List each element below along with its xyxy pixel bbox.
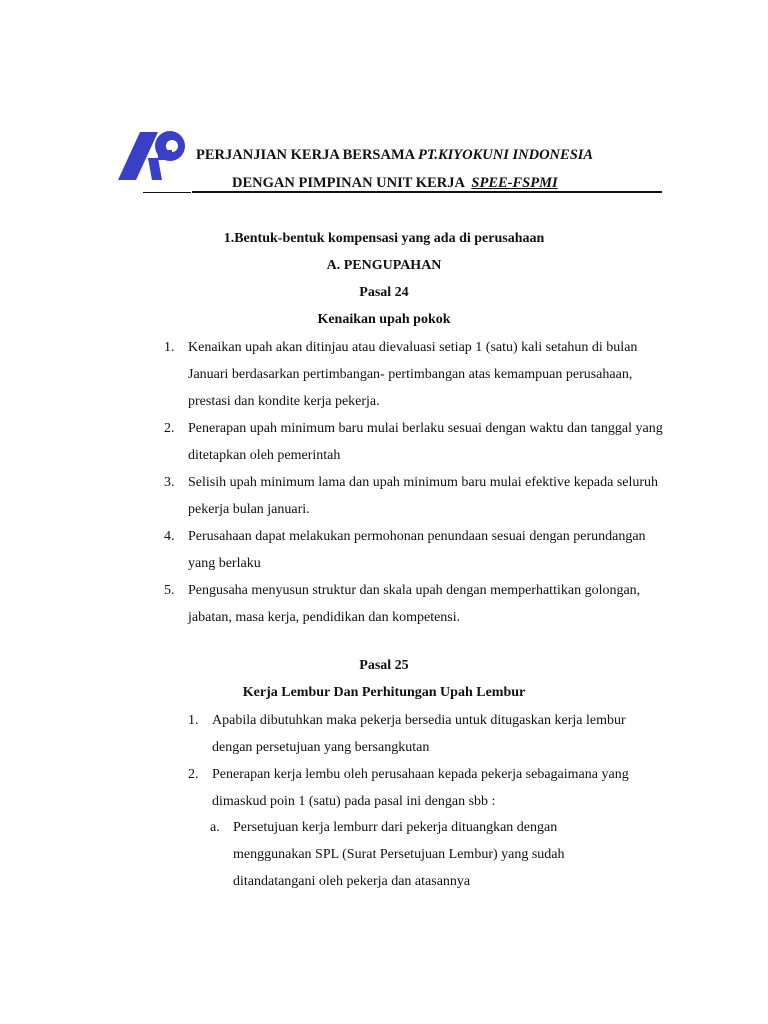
list-item [188, 707, 663, 761]
company-logo [118, 128, 190, 180]
pasal25-title: Pasal 25 [359, 658, 409, 673]
header-rule-right [192, 191, 662, 193]
sublist-item-text: Persetujuan kerja lemburr dari pekerja dituangkan dengan menggunakan SPL (Surat Persetujuan Lembur) yang sudah ditandatangani oleh pekerja dan atasannya [233, 820, 565, 889]
pasal25-list [188, 707, 663, 815]
list-item-number: 5. [164, 583, 175, 598]
pasal24-title: Pasal 24 [359, 285, 409, 300]
header-title-line1 [196, 147, 593, 164]
list-item-number: 3. [164, 475, 175, 490]
list-item [188, 761, 663, 815]
list-item-text: Penerapan upah minimum baru mulai berlaku sesuai dengan waktu dan tanggal yang ditetapkan oleh pemerintah [188, 421, 663, 463]
list-item-text: Apabila dibutuhkan maka pekerja bersedia untuk ditugaskan kerja lembur dengan persetujuan yang bersangkutan [212, 713, 626, 755]
list-item [164, 334, 664, 415]
header-line1-prefix: PERJANJIAN KERJA BERSAMA [196, 147, 418, 163]
list-item-number: 1. [164, 340, 175, 355]
subsection-title: A. PENGUPAHAN [326, 258, 442, 273]
sublist-item [210, 814, 630, 895]
pasal25-sublist [210, 814, 630, 895]
pasal25-heading: Kerja Lembur Dan Perhitungan Upah Lembur [242, 685, 526, 700]
list-item [164, 469, 664, 523]
list-item-text: Kenaikan upah akan ditinjau atau dievaluasi setiap 1 (satu) kali setahun di bulan Januari berdasarkan pertimbangan- pertimbangan atas kemampuan perusahaan, prestasi dan kondite kerja pekerja. [188, 340, 638, 409]
list-item [164, 415, 664, 469]
list-item [164, 577, 664, 631]
header-line2-prefix: DENGAN PIMPINAN UNIT KERJA [232, 175, 472, 191]
pasal24-list [164, 334, 664, 631]
list-item-text: Penerapan kerja lembu oleh perusahaan kepada pekerja sebagaimana yang dimaskud poin 1 (satu) pada pasal ini dengan sbb : [212, 767, 629, 809]
sublist-item-letter: a. [210, 820, 220, 835]
list-item-text: Perusahaan dapat melakukan permohonan penundaan sesuai dengan perundangan yang berlaku [188, 529, 646, 571]
list-item-text: Selisih upah minimum lama dan upah minimum baru mulai efektive kepada seluruh pekerja bulan januari. [188, 475, 659, 517]
header-union-name: SPEE-FSPMI [471, 175, 558, 191]
list-item-number: 1. [188, 713, 199, 728]
section-title: 1.Bentuk-bentuk kompensasi yang ada di perusahaan [223, 231, 545, 246]
pasal24-heading: Kenaikan upah pokok [317, 312, 451, 327]
list-item-text: Pengusaha menyusun struktur dan skala upah dengan memperhattikan golongan, jabatan, masa kerja, pendidikan dan kompetensi. [188, 583, 641, 625]
list-item-number: 2. [188, 767, 199, 782]
list-item [164, 523, 664, 577]
list-item-number: 4. [164, 529, 175, 544]
header-rule-left [143, 192, 191, 193]
header-company-name: PT.KIYOKUNI INDONESIA [417, 147, 594, 163]
header-title-line2 [232, 175, 558, 192]
list-item-number: 2. [164, 421, 175, 436]
